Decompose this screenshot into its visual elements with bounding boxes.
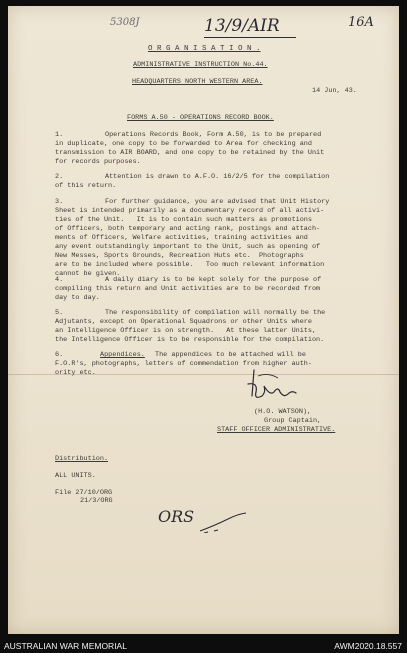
signatory-name: (H.O. WATSON), bbox=[254, 408, 312, 416]
paragraph-number: 5. bbox=[55, 309, 64, 317]
paragraph-line: transmission to AIR BOARD, and one copy to be retained by the Unit bbox=[55, 149, 325, 157]
headquarters-line: HEADQUARTERS NORTH WESTERN AREA. bbox=[132, 78, 263, 86]
paragraph-line: cannot be given. bbox=[55, 270, 121, 278]
document-date: 14 Jun, 43. bbox=[312, 87, 357, 95]
paragraph-line: day to day. bbox=[55, 294, 100, 302]
paragraph-line: Attention is drawn to A.F.O. 16/2/5 for the compilation bbox=[105, 173, 330, 181]
distribution-list: ALL UNITS. bbox=[55, 472, 96, 480]
instruction-number: ADMINISTRATIVE INSTRUCTION No.44. bbox=[133, 61, 268, 69]
paragraph-number: 1. bbox=[55, 131, 64, 139]
paragraph-line: ties of the Unit. It is to contain such matters as promotions bbox=[55, 216, 312, 224]
paragraph-line: an Intelligence Officer is on strength. At these latter Units, bbox=[55, 327, 317, 335]
subject-heading: FORMS A.50 - OPERATIONS RECORD BOOK. bbox=[127, 114, 274, 122]
handwritten-folio-number: 16A bbox=[348, 15, 374, 30]
paragraph-number: 6. bbox=[55, 351, 64, 359]
file-reference: 21/3/ORG bbox=[80, 497, 113, 505]
handwritten-ref-top-left: 5308J bbox=[110, 17, 140, 28]
organisation-heading: O R G A N I S A T I O N . bbox=[148, 45, 261, 53]
distribution-heading: Distribution. bbox=[55, 455, 109, 463]
paragraph-line: The responsibility of compilation will normally be the bbox=[105, 309, 326, 317]
archive-footer bbox=[0, 638, 407, 653]
paragraph-line: ments of Officers, Welfare activities, training activities and bbox=[55, 234, 308, 242]
paragraph-line: For further guidance, you are advised that Unit History bbox=[105, 198, 330, 206]
handwritten-file-underline bbox=[204, 37, 296, 38]
paragraph-line: New Messes, Sports Grounds, Recreation Huts etc. Photographs bbox=[55, 252, 304, 260]
paragraph-line: of this return. bbox=[55, 182, 117, 190]
paragraph-line: any event outstandingly important to the Unit, such as opening of bbox=[55, 243, 321, 251]
signatory-rank: Group Captain, bbox=[264, 417, 322, 425]
paragraph-line: Sheet is intended primarily as a documentary record of all activi- bbox=[55, 207, 325, 215]
file-reference: File 27/10/ORG bbox=[55, 489, 113, 497]
paragraph-line: of Officers, both temporary and acting rank, postings and attach- bbox=[55, 225, 321, 233]
paragraph-line: in duplicate, one copy to be forwarded to Area for checking and bbox=[55, 140, 312, 148]
handwritten-file-number: 13/9/AIR bbox=[204, 16, 280, 36]
paragraph-number: 3. bbox=[55, 198, 64, 206]
paragraph-line: F.O.R's, photographs, letters of commendation from higher auth- bbox=[55, 360, 312, 368]
handwritten-initials: ORS bbox=[158, 507, 195, 526]
appendices-heading: Appendices. bbox=[100, 351, 145, 359]
paragraph-line: ority etc. bbox=[55, 369, 96, 377]
paragraph-line: Adjutants, except on Operational Squadrons or other Units where bbox=[55, 318, 312, 326]
paragraph-number: 4. bbox=[55, 276, 64, 284]
paragraph-line: A daily diary is to be kept solely for the purpose of bbox=[105, 276, 322, 284]
document-page bbox=[8, 6, 399, 634]
paragraph-line: are to be included where possible. Too much relevant information bbox=[55, 261, 325, 269]
footer-institution: AUSTRALIAN WAR MEMORIAL bbox=[4, 641, 127, 651]
paragraph-line: Operations Records Book, Form A.50, is to be prepared bbox=[105, 131, 322, 139]
footer-accession-number: AWM2020.18.557 bbox=[334, 641, 402, 651]
handwritten-scrawl bbox=[198, 511, 248, 533]
handwritten-signature bbox=[244, 366, 300, 406]
paragraph-number: 2. bbox=[55, 173, 64, 181]
paragraph-line: for records purposes. bbox=[55, 158, 141, 166]
signatory-title: STAFF OFFICER ADMINISTRATIVE. bbox=[217, 426, 336, 434]
paragraph-line: compiling this return and Unit activities are to be recorded from bbox=[55, 285, 321, 293]
paragraph-line: the Intelligence Officer is to be responsible for the compilation. bbox=[55, 336, 325, 344]
paragraph-line: The appendices to be attached will be bbox=[155, 351, 306, 359]
